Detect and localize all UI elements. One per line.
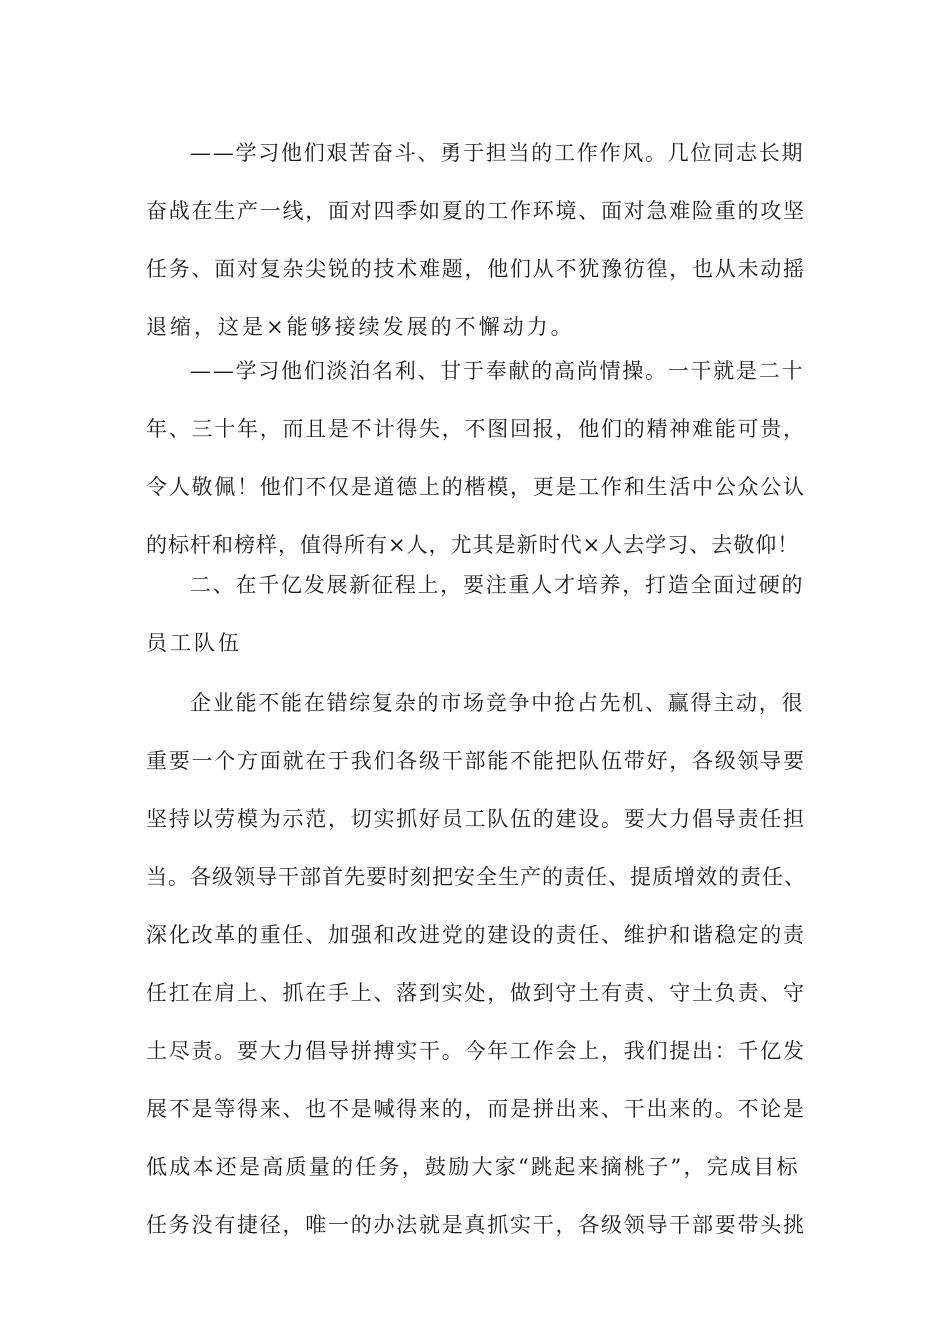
text-line: 低成本还是高质量的任务，鼓励大家“跳起来摘桃子”，完成目标: [146, 1155, 800, 1179]
text-line: 任扛在肩上、抓在手上、落到实处，做到守土有责、守土负责、守: [146, 981, 806, 1005]
text-line: 年、三十年，而且是不计得失，不图回报，他们的精神难能可贵，: [146, 417, 806, 441]
text-line: 企业能不能在错综复杂的市场竞争中抢占先机、赢得主动，很: [190, 691, 805, 715]
paragraph-noble-sentiment: [146, 342, 806, 574]
text-line: 员工队伍: [146, 631, 242, 655]
text-line: 的标杆和榜样，值得所有×人，尤其是新时代×人去学习、去敬仰！: [146, 533, 800, 557]
section-heading: [146, 556, 806, 672]
text-line: ——学习他们艰苦奋斗、勇于担当的工作作风。几位同志长期: [190, 141, 805, 165]
text-line: 重要一个方面就在于我们各级干部能不能把队伍带好，各级领导要: [146, 749, 806, 773]
text-line: 二、在千亿发展新征程上，要注重人才培养，打造全面过硬的: [190, 573, 805, 597]
text-line: 展不是等得来、也不是喊得来的，而是拼出来、干出来的。不论是: [146, 1097, 806, 1121]
text-line: 深化改革的重任、加强和改进党的建设的责任、维护和谐稳定的责: [146, 923, 806, 947]
text-line: 任务没有捷径，唯一的办法就是真抓实干，各级领导干部要带头挑: [146, 1213, 806, 1237]
text-line: 奋战在生产一线，面对四季如夏的工作环境、面对急难险重的攻坚: [146, 199, 806, 223]
text-line: 任务、面对复杂尖锐的技术难题，他们从不犹豫彷徨，也从未动摇: [146, 257, 806, 281]
text-line: 土尽责。要大力倡导拼搏实干。今年工作会上，我们提出：千亿发: [146, 1039, 806, 1063]
paragraph-work-style: [146, 124, 806, 356]
paragraph-team-building: [146, 674, 806, 1254]
text-line: 退缩，这是×能够接续发展的不懈动力。: [146, 315, 575, 339]
text-line: 令人敬佩！他们不仅是道德上的楷模，更是工作和生活中公众公认: [146, 475, 806, 499]
text-line: ——学习他们淡泊名利、甘于奉献的高尚情操。一干就是二十: [190, 359, 805, 383]
text-line: 坚持以劳模为示范，切实抓好员工队伍的建设。要大力倡导责任担: [146, 807, 806, 831]
text-line: 当。各级领导干部首先要时刻把安全生产的责任、提质增效的责任、: [146, 865, 806, 889]
